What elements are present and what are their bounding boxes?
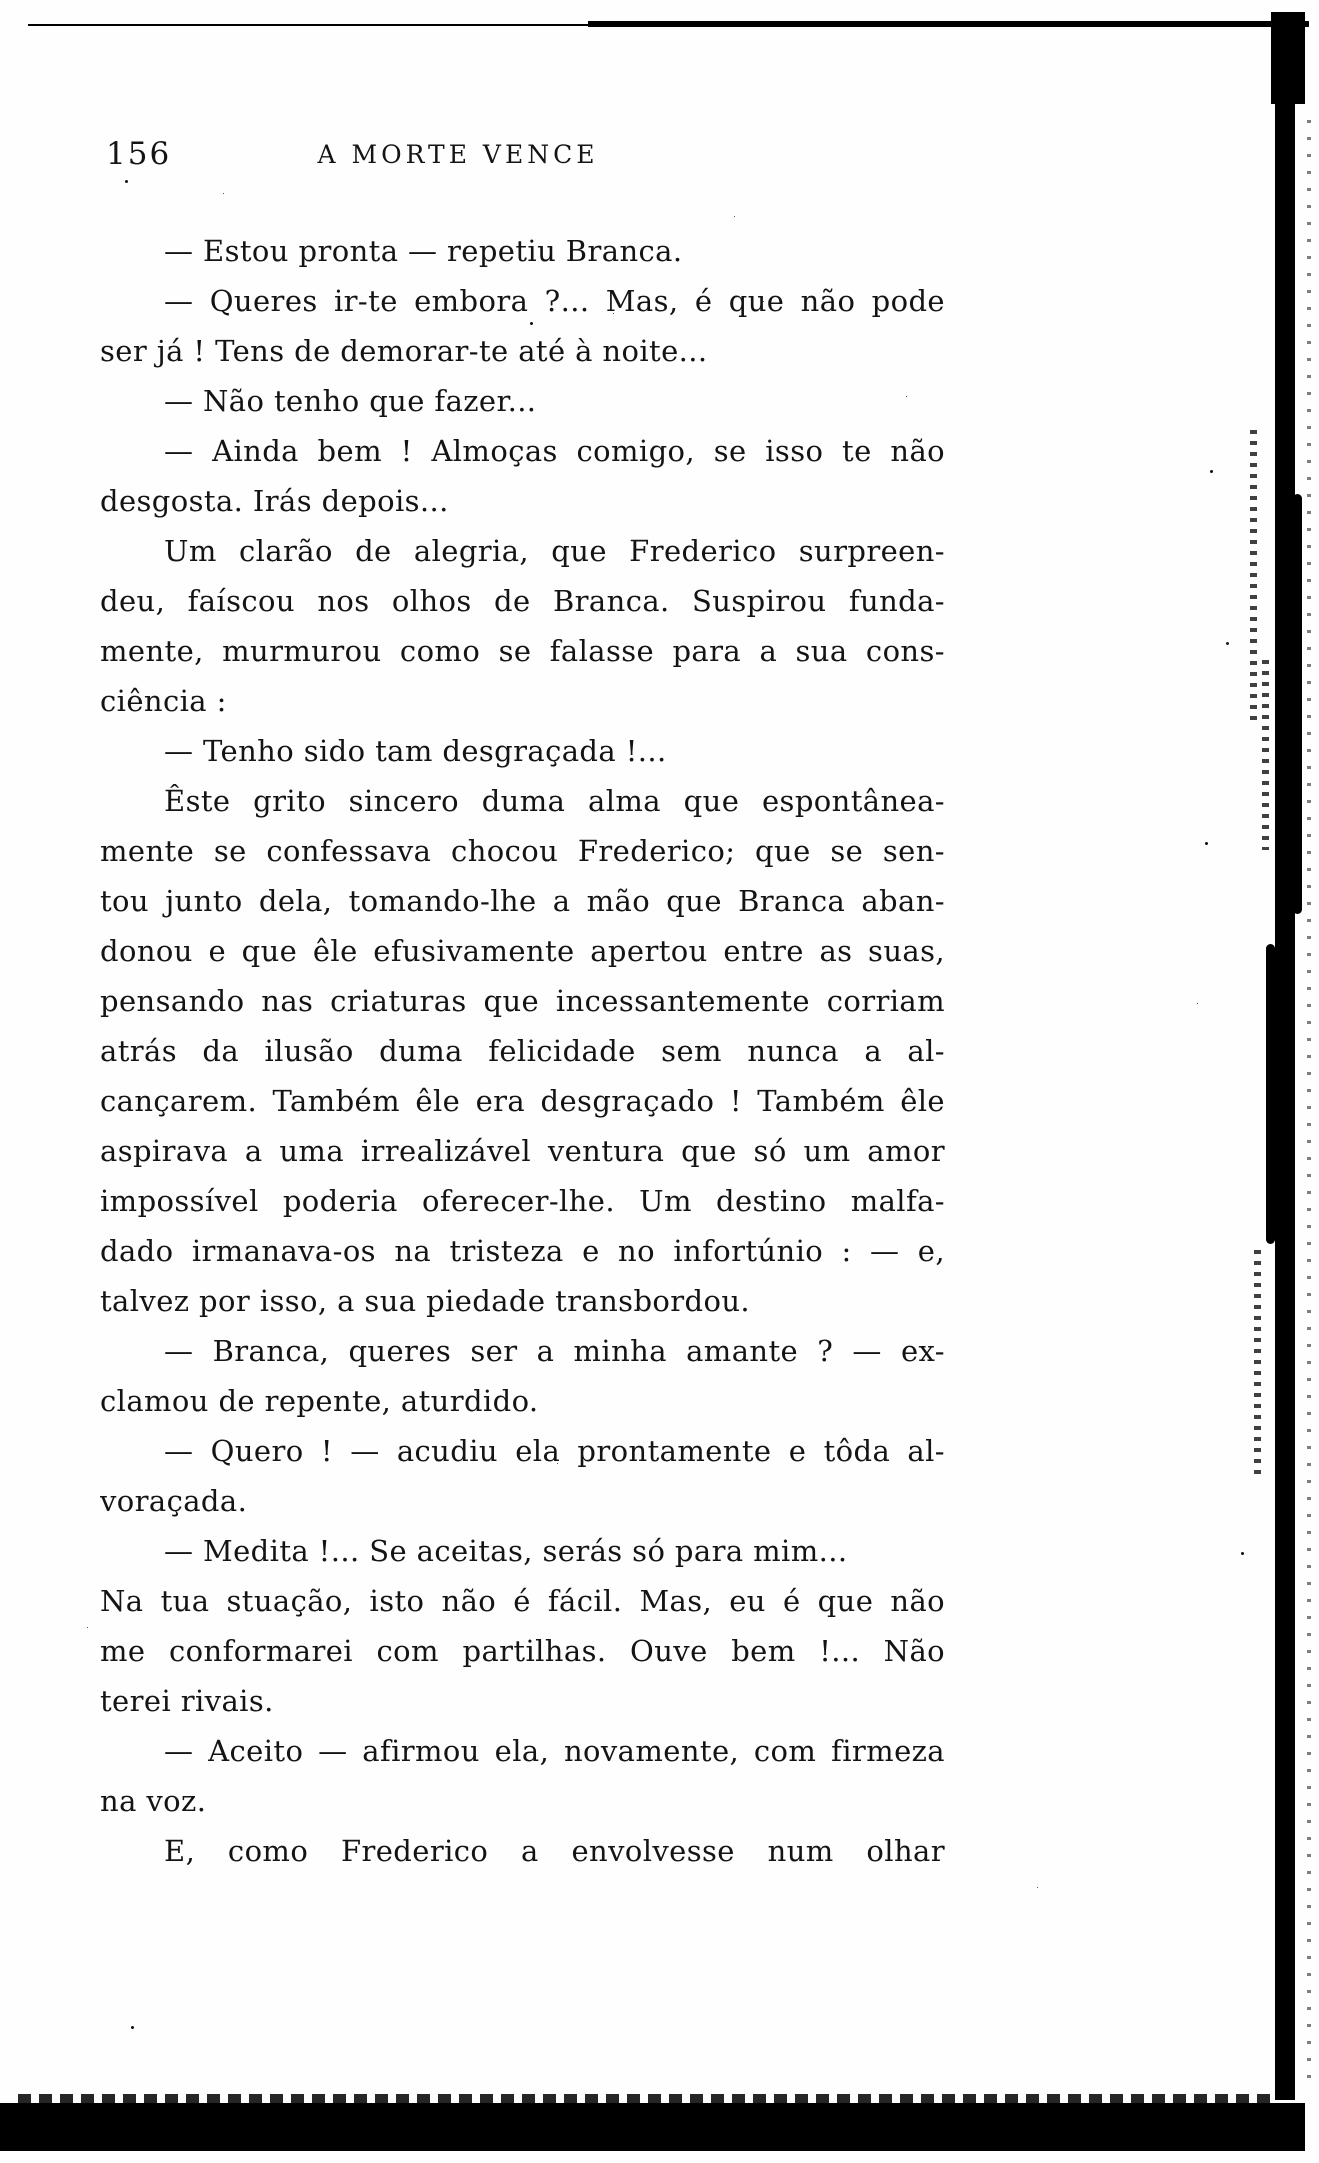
text-line: — Medita !... Se aceitas, serás só para mim... (164, 1534, 848, 1568)
text-block (100, 226, 945, 1876)
scan-top-rule-right (588, 21, 1309, 27)
text-line: E, como Frederico a envolvesse num olhar (164, 1834, 945, 1868)
text-line: talvez por isso, a sua piedade transbordou. (100, 1284, 751, 1318)
binding-fuzz (1250, 430, 1257, 720)
text-line: Êste grito sincero duma alma que espontânea- (164, 784, 945, 818)
scan-bottom-band (0, 2103, 1305, 2151)
binding-shadow-bar (1275, 14, 1295, 2100)
text-line: cançarem. Também êle era desgraçado ! Também êle (100, 1084, 945, 1118)
text-line: donou e que êle efusivamente apertou entre as suas, (100, 934, 945, 968)
text-line: ciência : (100, 684, 227, 718)
text-line: pensando nas criaturas que incessantemente corriam (100, 984, 945, 1018)
text-line: mente, murmurou como se falasse para a sua cons- (100, 634, 945, 668)
text-line: desgosta. Irás depois... (100, 484, 449, 518)
binding-fuzz (1262, 660, 1269, 850)
text-line: clamou de repente, aturdido. (100, 1384, 539, 1418)
text-line: terei rivais. (100, 1684, 274, 1718)
text-line: aspirava a uma irrealizável ventura que só um amor (100, 1134, 945, 1168)
binding-fuzz (1254, 1250, 1261, 1480)
text-line: Na tua stuação, isto não é fácil. Mas, eu é que não (100, 1584, 945, 1618)
scan-noise (0, 0, 3, 3)
text-line: — Queres ir-te embora ?... Mas, é que não pode (164, 284, 945, 318)
text-line: voraçada. (100, 1484, 248, 1518)
page-header (100, 134, 945, 178)
text-line: — Tenho sido tam desgraçada !... (164, 734, 667, 768)
text-line: — Estou pronta — repetiu Branca. (164, 234, 683, 268)
text-line: — Não tenho que fazer... (164, 384, 537, 418)
running-title: A MORTE VENCE (317, 140, 599, 169)
text-line: ser já ! Tens de demorar-te até à noite... (100, 334, 708, 368)
text-line: atrás da ilusão duma felicidade sem nunca a al- (100, 1034, 945, 1068)
text-line: deu, faíscou nos olhos de Branca. Suspirou funda- (100, 584, 945, 618)
page-number: 156 (106, 136, 172, 172)
text-line: dado irmanava-os na tristeza e no infortúnio : — e, (100, 1234, 945, 1268)
text-line: me conformarei com partilhas. Ouve bem !... Não (100, 1634, 945, 1668)
text-line: — Aceito — afirmou ela, novamente, com firmeza (164, 1734, 945, 1768)
text-line: — Ainda bem ! Almoças comigo, se isso te não (164, 434, 945, 468)
text-line: Um clarão de alegria, que Frederico surpreen- (164, 534, 945, 568)
text-line: — Branca, queres ser a minha amante ? — ex- (164, 1334, 945, 1368)
text-line: tou junto dela, tomando-lhe a mão que Branca aban- (100, 884, 945, 918)
text-line: — Quero ! — acudiu ela prontamente e tôda al- (164, 1434, 945, 1468)
text-line: impossível poderia oferecer-lhe. Um destino malfa- (100, 1184, 945, 1218)
edge-speckles (1307, 120, 1311, 2080)
scan-top-rule-left (28, 24, 588, 26)
text-line: na voz. (100, 1784, 207, 1818)
text-line: mente se confessava chocou Frederico; que se sen- (100, 834, 945, 868)
